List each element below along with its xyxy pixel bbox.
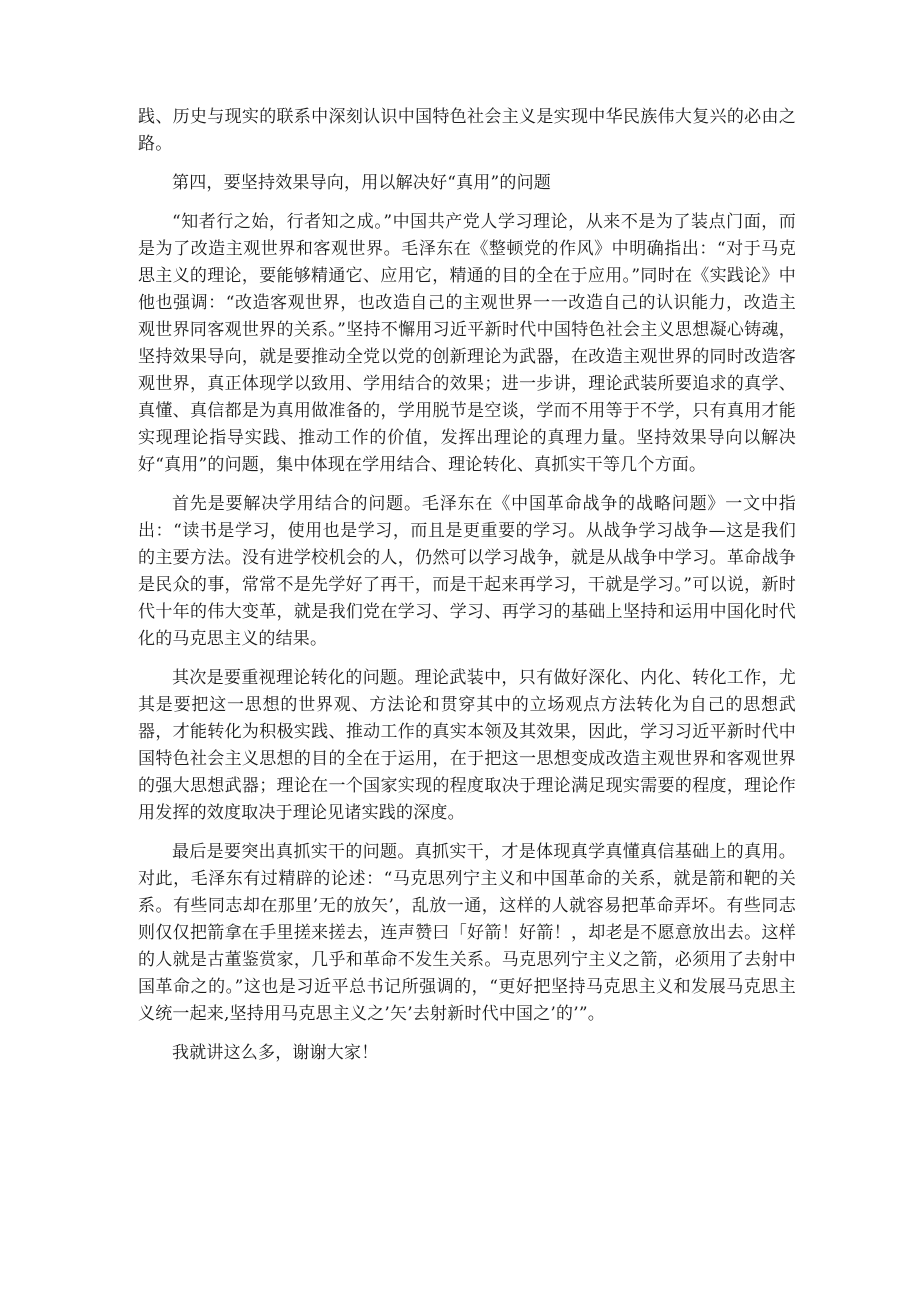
section-heading: 第四，要坚持效果导向，用以解决好“真用”的问题 xyxy=(172,173,551,193)
paragraph: 其次是要重视理论转化的问题。理论武装中，只有做好深化、内化、转化工作，尤其是要把这一思想的世界观、方法论和贯穿其中的立场观点方法转化为自己的思想武器，才能转化为积极实践、推动工作的真实本领及其效果，因此，学习习近平新时代中国特色社会主义思想的目的全在于运用，在于把这一思想变成改造主观世界和客观世界的强大思想武器；理论在一个国家实现的程度取决于理论满足现实需要的程度，理论作用发挥的效度取决于理论见诸实践的深度。 xyxy=(138,668,796,823)
paragraph-continuation: 践、历史与现实的联系中深刻认识中国特色社会主义是实现中华民族伟大复兴的必由之路。 xyxy=(138,107,796,154)
paragraph: 首先是要解决学用结合的问题。毛泽东在《中国革命战争的战略问题》一文中指出：“读书是学习，使用也是学习，而且是更重要的学习。从战争学习战争—这是我们的主要方法。没有进学校机会的人，仍然可以学习战争，就是从战争中学习。革命战争是民众的事，常常不是先学好了再干，而是干起来再学习，干就是学习。”可以说，新时代十年的伟大变革，就是我们党在学习、学习、再学习的基础上坚持和运用中国化时代化的马克思主义的结果。 xyxy=(138,494,796,649)
paragraph: “知者行之始，行者知之成。”中国共产党人学习理论，从来不是为了装点门面，而是为了改造主观世界和客观世界。毛泽东在《整顿党的作风》中明确指出：“对于马克思主义的理论，要能够精通它、应用它，精通的目的全在于应用。”同时在《实践论》中他也强调：“改造客观世界，也改造自己的主观世界一一改造自己的认识能力，改造主观世界同客观世界的关系。”坚持不懈用习近平新时代中国特色社会主义思想凝心铸魂，坚持效果导向，就是要推动全党以党的创新理论为武器，在改造主观世界的同时改造客观世界，真正体现学以致用、学用结合的效果；进一步讲，理论武装所要追求的真学、真懂、真信都是为真用做准备的，学用脱节是空谈，学而不用等于不学，只有真用才能实现理论指导实践、推动工作的价值，发挥出理论的真理力量。坚持效果导向以解决好“真用”的问题，集中体现在学用结合、理论转化、真抓实干等几个方面。 xyxy=(138,212,796,475)
paragraph: 最后是要突出真抓实干的问题。真抓实干，才是体现真学真懂真信基础上的真用。对此，毛泽东有过精辟的论述：“马克思列宁主义和中国革命的关系，就是箭和靶的关系。有些同志却在那里’无的放矢’，乱放一通，这样的人就容易把革命弄坏。有些同志则仅仅把箭拿在手里搓来搓去，连声赞曰「好箭！好箭！，却老是不愿意放出去。这样的人就是古董鉴赏家，几乎和革命不发生关系。马克思列宁主义之箭，必须用了去射中国革命之的。”这也是习近平总书记所强调的，“更好把坚持马克思主义和发展马克思主义统一起来,坚持用马克思主义之’矢’去射新时代中国之’的’”。 xyxy=(138,842,796,1024)
closing-remark: 我就讲这么多，谢谢大家！ xyxy=(172,1043,379,1063)
document-body xyxy=(138,104,796,1079)
